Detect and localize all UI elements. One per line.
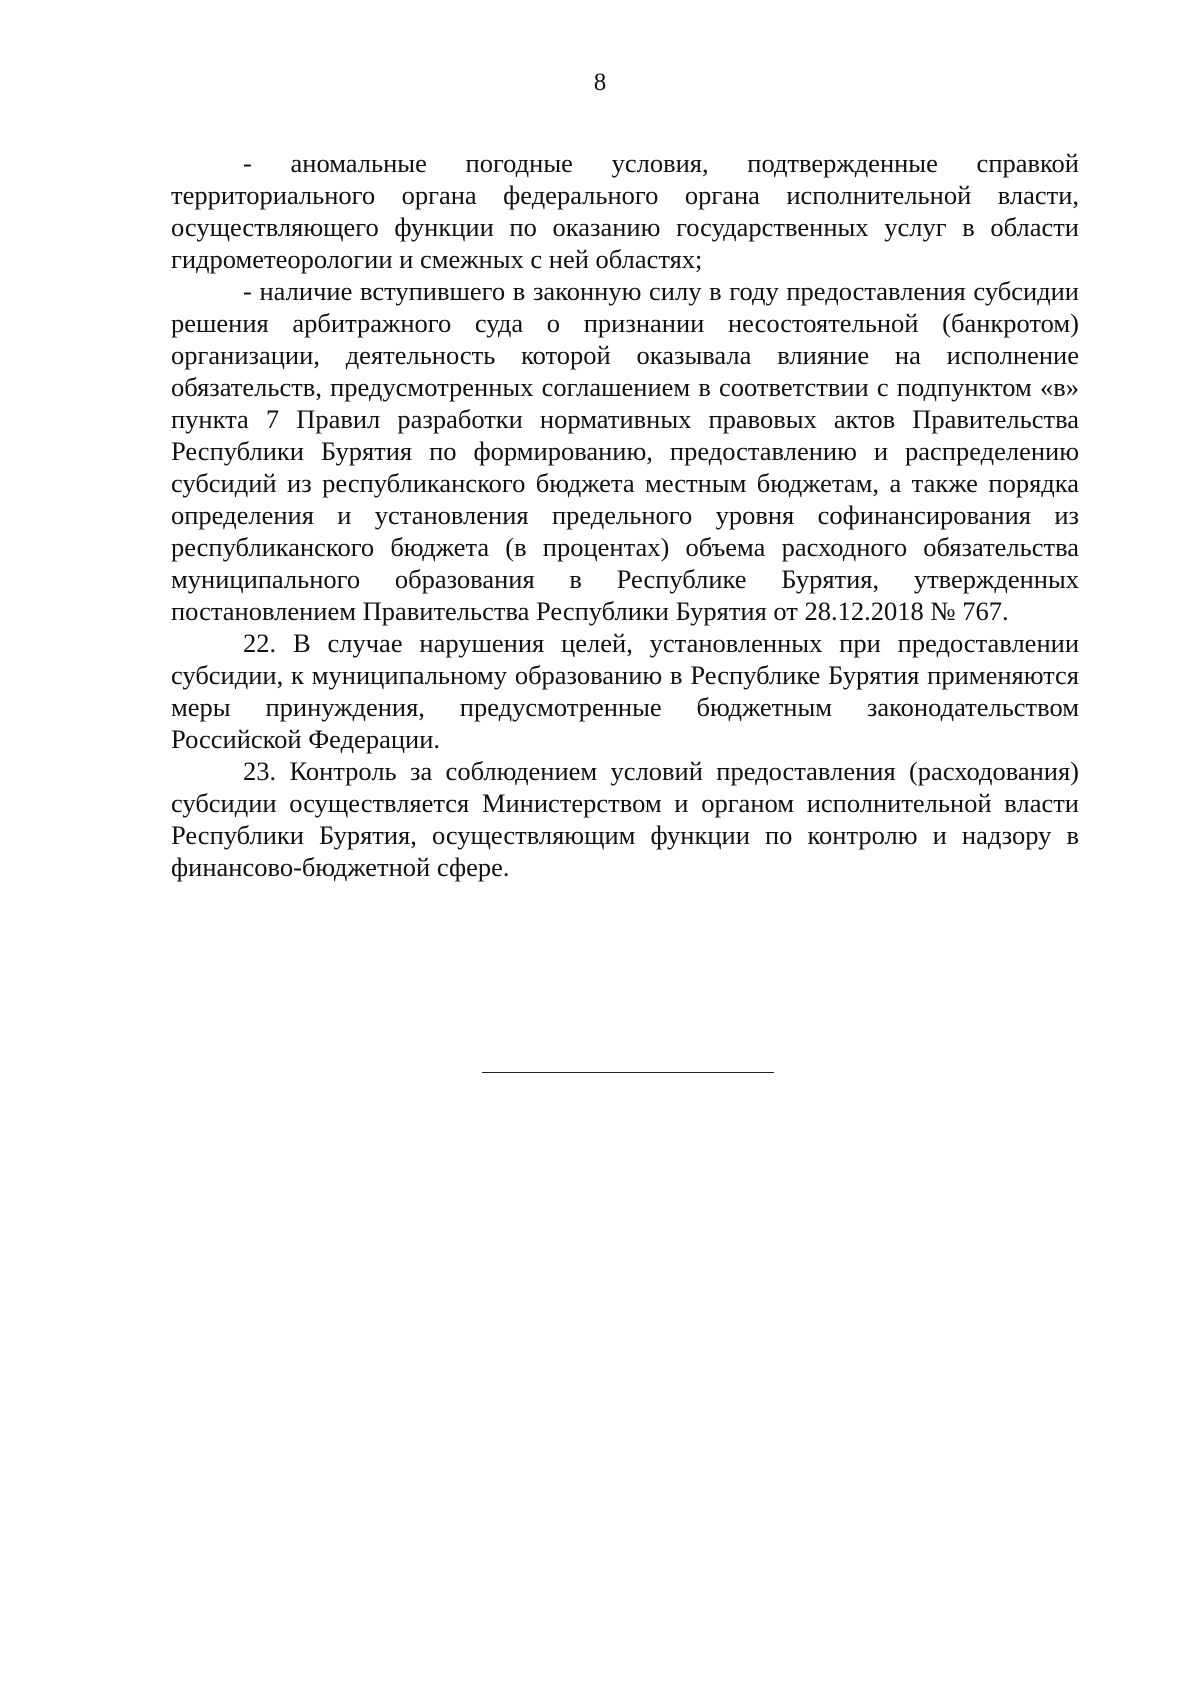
paragraph-arbitration-court: - наличие вступившего в законную силу в году предоставления субсидии решения арбитражного суда о признании несостоятельной (банкротом) организации, деятельность которой оказывала влияние на исполнение обязательств, предусмотренных соглашением в соответствии с подпунктом «в» пункта 7 Правил разработки нормативных правовых актов Правительства Республики Бурятия по формированию, предоставлению и распределению субсидий из республиканского бюджета местным бюджетам, а также порядка определения и установления предельного уровня софинансирования из республиканского бюджета (в процентах) объема расходного обязательства муниципального образования в Республике Бурятия, утвержденных постановлением Правительства Республики Бурятия от 28.12.2018 № 767.	[171, 276, 1079, 626]
page-number: 8	[593, 69, 607, 96]
closing-divider	[482, 1072, 774, 1073]
paragraph-22-coercive-measures: 22. В случае нарушения целей, установленных при предоставлении субсидии, к муниципальному образованию в Республике Бурятия применяются меры принуждения, предусмотренные бюджетным законодательством Российской Федерации.	[171, 628, 1079, 754]
paragraph-23-control: 23. Контроль за соблюдением условий предоставления (расходования) субсидии осуществляется Министерством и органом исполнительной власти Республики Бурятия, осуществляющим функции по контролю и надзору в финансово-бюджетной сфере.	[171, 756, 1079, 882]
paragraph-weather-conditions: - аномальные погодные условия, подтвержденные справкой территориального органа федерального органа исполнительной власти, осуществляющего функции по оказанию государственных услуг в области гидрометеорологии и смежных с ней областях;	[171, 148, 1079, 274]
document-body	[171, 147, 1079, 883]
